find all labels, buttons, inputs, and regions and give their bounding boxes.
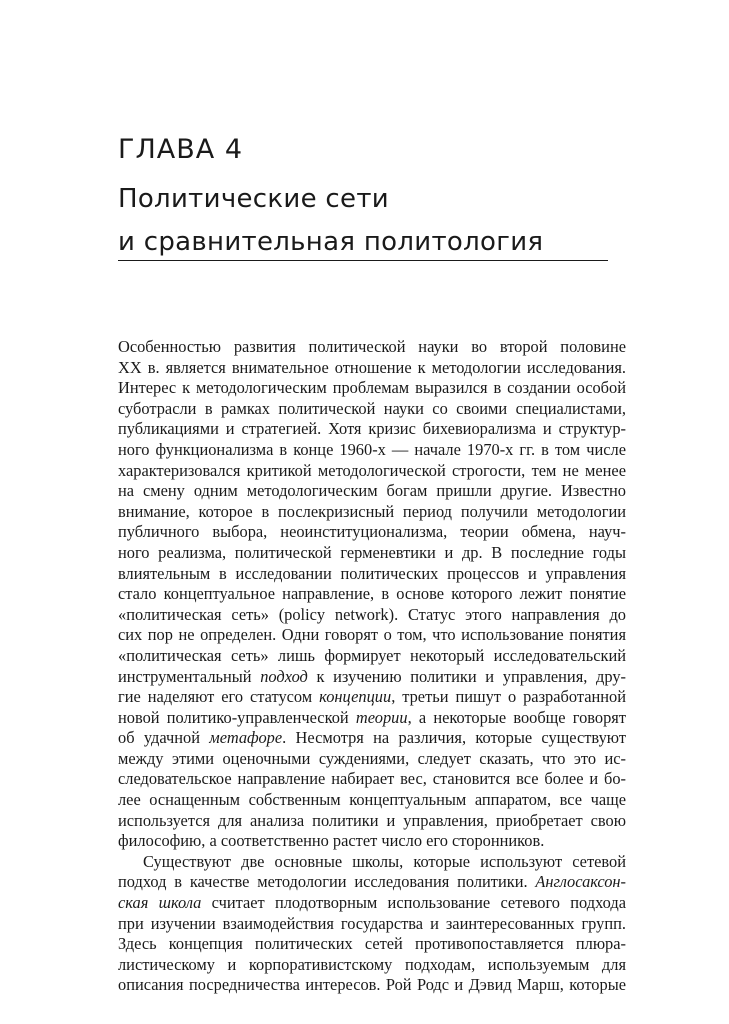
text-line: стало концептуальное направление, в основе которого лежит понятие	[118, 584, 626, 604]
text-line: между этими оценочными суждениями, следует сказать, что это ис-	[118, 748, 626, 768]
chapter-label: ГЛАВА 4	[118, 134, 243, 165]
emphasis: Англосаксон-	[535, 872, 626, 892]
text-line: подход в качестве методологии исследования политики. Англосаксон-	[118, 872, 626, 892]
text-line: описания посредничества интересов. Рой Родс и Дэвид Марш, которые	[118, 975, 626, 995]
text-line: следовательское направление набирает вес, становится все более и бо-	[118, 769, 626, 789]
text-line: Существуют две основные школы, которые используют сетевой	[143, 851, 626, 871]
text-line: Интерес к методологическим проблемам выразился в создании особой	[118, 378, 626, 398]
emphasis: теории	[355, 707, 408, 727]
text-line: инструментальный подход к изучению политики и управления, дру-	[118, 666, 626, 686]
body-text	[118, 337, 626, 996]
emphasis: ская школа	[118, 893, 202, 913]
text-line: при изучении взаимодействия государства и заинтересованных групп.	[118, 913, 626, 933]
text-line: гие наделяют его статусом концепции, третьи пишут о разработанной	[118, 687, 626, 707]
text-line: ного реализма, политической герменевтики и др. В последние годы	[118, 542, 626, 562]
text-line: характеризовался критикой методологической строгости, тем не менее	[118, 460, 626, 480]
text-line: Особенностью развития политической науки во второй половине	[118, 337, 626, 356]
text-line: листическому и корпоративистскому подходам, используемым для	[118, 954, 626, 974]
chapter-title-line-2: и сравнительная политология	[118, 227, 544, 257]
text-line: об удачной метафоре. Несмотря на различия, которые существуют	[118, 728, 626, 748]
text-line: влиятельным в исследовании политических процессов и управления	[118, 563, 626, 583]
text-line: XX в. является внимательное отношение к методологии исследования.	[118, 357, 626, 377]
text-line: новой политико-управленческой теории, а некоторые вообще говорят	[118, 707, 626, 727]
text-line: публикациями и стратегией. Хотя кризис бихевиорализма и структур-	[118, 419, 626, 439]
text-line: ного функционализма в конце 1960-х — начале 1970-х гг. в том числе	[118, 439, 626, 459]
chapter-title-line-1: Политические сети	[118, 184, 389, 214]
emphasis: подход	[260, 666, 308, 686]
emphasis: метафоре	[209, 728, 283, 748]
text-line: суботрасли в рамках политической науки со своими специалистами,	[118, 398, 626, 418]
emphasis: концепции	[319, 687, 392, 707]
text-line: используется для анализа политики и управления, приобретает свою	[118, 810, 626, 830]
chapter-title	[118, 178, 678, 264]
text-line: «политическая сеть» лишь формирует некоторый исследовательский	[118, 645, 626, 665]
text-line: ская школа считает плодотворным использование сетевого подхода	[118, 893, 626, 913]
text-line: на смену одним методологическим богам пришли другие. Известно	[118, 481, 626, 501]
chapter-title-rule	[118, 260, 608, 261]
text-line: сих пор не определен. Одни говорят о том, что использование понятия	[118, 625, 626, 645]
text-line: философию, а соответственно растет число его сторонников.	[118, 831, 545, 851]
text-line: Здесь концепция политических сетей противопоставляется плюра-	[118, 934, 626, 954]
text-line: лее оснащенным собственным концептуальным аппаратом, все чаще	[118, 790, 626, 810]
text-line: внимание, которое в послекризисный период получили методологии	[118, 501, 626, 521]
text-line: «политическая сеть» (policy network). Статус этого направления до	[118, 604, 626, 624]
text-line: публичного выбора, неоинституционализма, теории обмена, науч-	[118, 522, 626, 542]
